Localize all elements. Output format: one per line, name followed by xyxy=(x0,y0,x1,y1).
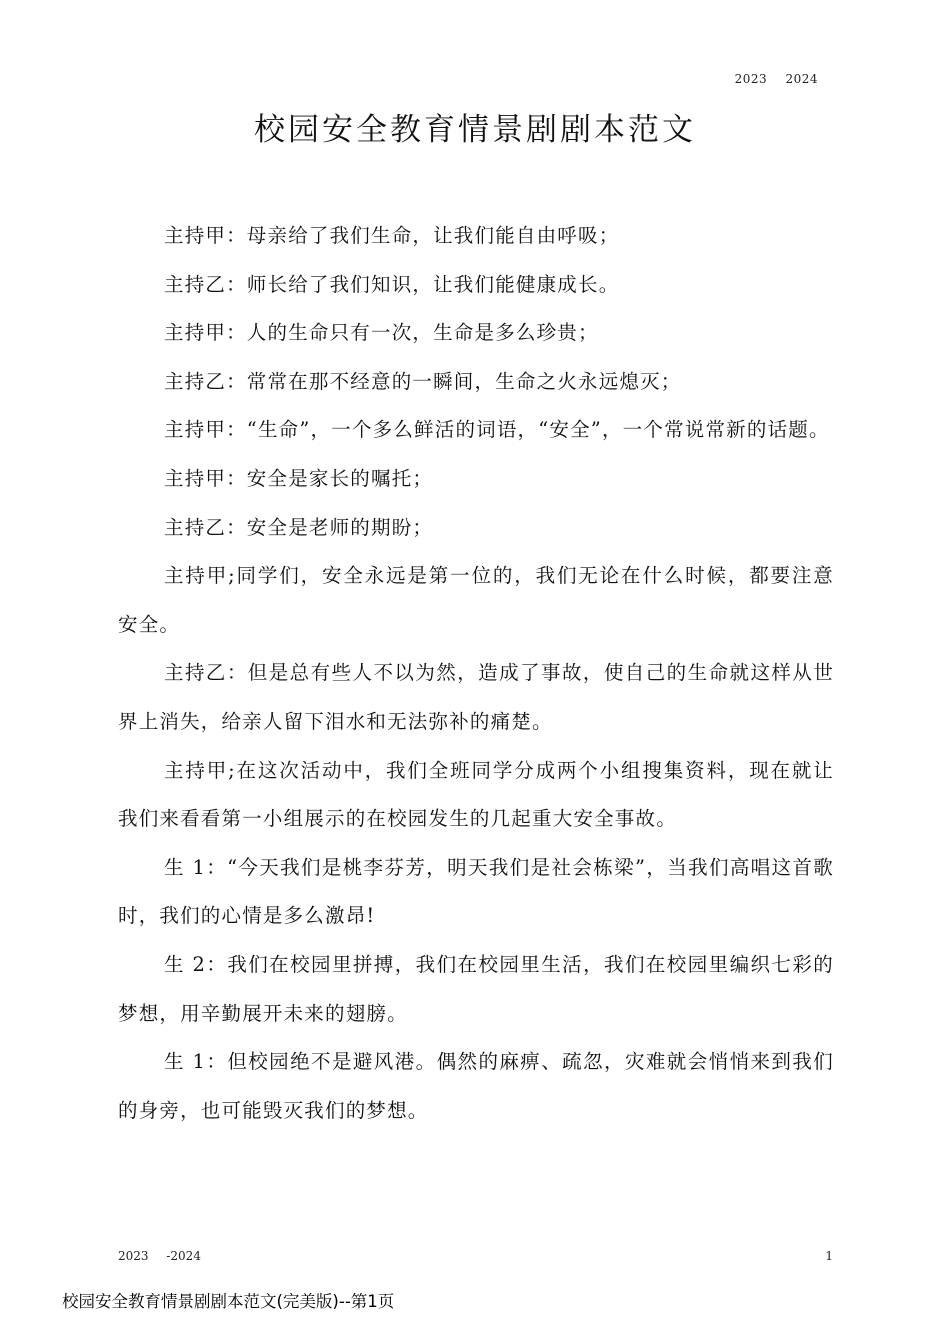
paragraph: 主持乙：常常在那不经意的一瞬间，生命之火永远熄灭； xyxy=(164,369,682,393)
paragraph: 主持乙：师长给了我们知识，让我们能健康成长。 xyxy=(164,272,620,296)
paragraph: 主持乙：但是总有些人不以为然，造成了事故，使自己的生命就这样从世界上消失，给亲人留下泪水和无法弥补的痛楚。 xyxy=(118,661,834,733)
paragraph: 生 1：但校园绝不是避风港。偶然的麻痹、疏忽，灾难就会悄悄来到我们的身旁，也可能毁灭我们的梦想。 xyxy=(118,1050,834,1122)
paragraph: 主持甲;同学们，安全永远是第一位的，我们无论在什么时候，都要注意安全。 xyxy=(118,564,834,636)
paragraph: 主持甲：安全是家长的嘱托； xyxy=(164,466,434,490)
paragraph: 主持甲：“生命”，一个多么鲜活的词语，“安全”，一个常说常新的话题。 xyxy=(164,418,830,442)
paragraph: 生 1：“今天我们是桃李芬芳，明天我们是社会栋梁”，当我们高唱这首歌时，我们的心情是多么激昂! xyxy=(118,855,834,928)
paragraph: 主持乙：安全是老师的期盼； xyxy=(164,515,434,539)
paragraph: 主持甲：母亲给了我们生命，让我们能自由呼吸； xyxy=(164,224,620,247)
document-title: 校园安全教育情景剧剧本范文 xyxy=(254,112,696,148)
footer-year: 2023 -2024 xyxy=(118,1249,201,1263)
header-year: 2023 2024 xyxy=(734,72,818,86)
paragraph: 主持甲：人的生命只有一次，生命是多么珍贵； xyxy=(164,321,599,345)
paragraph: 生 2：我们在校园里拼搏，我们在校园里生活，我们在校园里编织七彩的梦想，用辛勤展开未来的翅膀。 xyxy=(118,952,834,1025)
paragraph: 主持甲;在这次活动中，我们全班同学分成两个小组搜集资料，现在就让我们来看看第一小组展示的在校园发生的几起重大安全事故。 xyxy=(118,758,834,831)
page-caption: 校园安全教育情景剧剧本范文(完美版)--第1页 xyxy=(62,1292,395,1311)
document-body xyxy=(118,212,834,1135)
page-number: 1 xyxy=(825,1249,833,1263)
